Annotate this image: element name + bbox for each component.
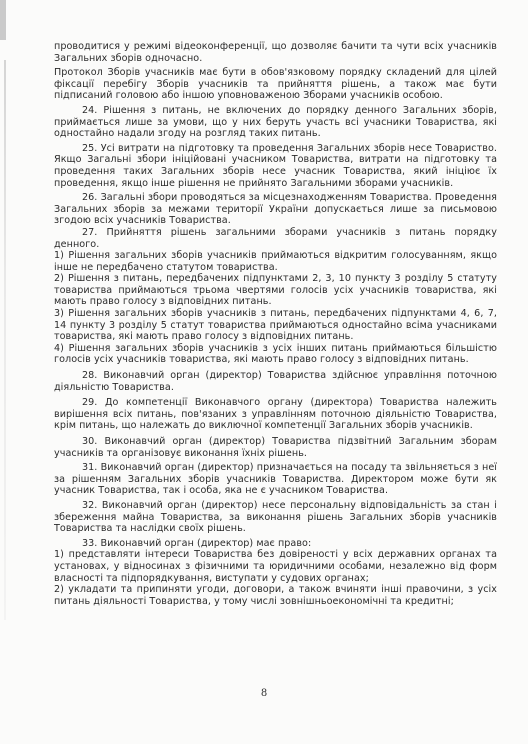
- paragraph-continuation: проводитися у режимі відеоконференції, що дозволяє бачити та чути всіх учасників Загальних зборів одночасно.: [54, 41, 497, 64]
- binding-edge-shadow: [4, 60, 6, 620]
- page-number: 8: [260, 688, 268, 699]
- scan-edge-mark: [0, 0, 6, 40]
- paragraph-28: 28. Виконавчий орган (директор) Товариства здійснює управління поточною діяльністю Товариства.: [54, 370, 497, 393]
- paragraph-25: 25. Усі витрати на підготовку та проведення Загальних зборів несе Товариство. Якщо Загальні збори ініційовані учасником Товариства, витрати на підготовку та проведення таких Загальних зборів несе учасник Товариства, який ініціює їх проведення, якщо інше рішення не прийнято Загальними зборами учасників.: [54, 142, 497, 189]
- paragraph-27: 27. Прийняття рішень загальними зборами учасників з питань порядку денного.: [54, 226, 497, 250]
- paragraph-29: 29. До компетенції Виконавчого органу (директора) Товариства належить вирішення всіх питань, пов'язаних з управлінням поточною діяльністю Товариства, крім питань, що належать до виключної компетенції Загальних зборів учасників.: [54, 397, 497, 432]
- paragraph-30: 30. Виконавчий орган (директор) Товариства підзвітний Загальним зборам учасників та організовує виконання їхніх рішень.: [54, 436, 497, 459]
- paragraph-33-item-2: 2) укладати та припиняти угоди, договори, а також вчиняти інші правочини, з усіх питань діяльності Товариства, у тому числі зовнішньоекономічні та кредитні;: [54, 584, 497, 607]
- paragraph-protocol: Протокол Зборів учасників має бути в обов'язковому порядку складений для цілей фіксації перебігу Зборів учасників та прийняття рішень, а також має бути підписаний головою або іншою уповноваженою Зборами учасників особою.: [54, 67, 497, 102]
- document-body: [54, 41, 497, 607]
- paragraph-27-item-2: 2) Рішення з питань, передбачених підпунктами 2, 3, 10 пункту 3 розділу 5 статуту товариства приймаються трьома чвертями голосів усіх учасників товариства, які мають право голосу з відповідних питань.: [54, 273, 497, 308]
- paragraph-33: 33. Виконавчий орган (директор) має право:: [82, 537, 312, 549]
- paragraph-27-item-3: 3) Рішення загальних зборів учасників з питань, передбачених підпунктами 4, 6, 7, 14 пункту 3 розділу 5 статут товариства приймаються одностайно всіма учасниками товариства, які мають право голосу з відповідних питань.: [54, 308, 497, 343]
- paragraph-27-item-1: 1) Рішення загальних зборів учасників приймаються відкритим голосуванням, якщо інше не передбачено статутом товариства.: [54, 250, 497, 273]
- paragraph-26: 26. Загальні збори проводяться за місцезнаходженням Товариства. Проведення Загальних зборів за межами території України допускається лише за письмовою згодою всіх учасників Товариства.: [54, 192, 497, 227]
- paragraph-31: 31. Виконавчий орган (директор) призначається на посаду та звільняється з неї за рішенням Загальних зборів учасників Товариства. Директором може бути як учасник Товариства, так і особа, яка не є учасником Товариства.: [54, 462, 497, 497]
- paragraph-24: 24. Рішення з питань, не включених до порядку денного Загальних зборів, приймається лише за умови, що у них беруть участь всі учасники Товариства, які одностайно надали згоду на розгляд таких питань.: [54, 104, 497, 140]
- paragraph-27-item-4: 4) Рішення загальних зборів учасників з усіх інших питань приймаються більшістю голосів усіх учасників товариства, які мають право голосу з відповідних питань.: [54, 342, 497, 366]
- paragraph-33-item-1: 1) представляти інтереси Товариства без довіреності у всіх державних органах та установах, у відносинах з фізичними та юридичними особами, незалежно від форм власності та підпорядкування, виступати у судових органах;: [54, 549, 497, 584]
- paragraph-32: 32. Виконавчий орган (директор) несе персональну відповідальність за стан і збереження майна Товариства, за виконання рішень Загальних зборів учасників Товариства та наслідки своїх рішень.: [54, 499, 497, 535]
